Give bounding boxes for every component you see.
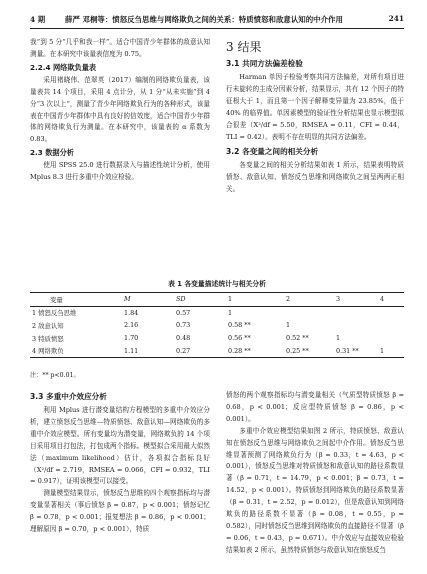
table-row bbox=[30, 306, 404, 319]
right-column-upper bbox=[226, 37, 404, 196]
table-cell bbox=[334, 306, 378, 319]
column-header: 1 bbox=[228, 295, 233, 304]
running-header bbox=[30, 14, 404, 28]
table-cell: 1 bbox=[286, 321, 291, 330]
table-cell: 0.56 ** bbox=[228, 334, 251, 343]
table-cell: 0.25 ** bbox=[286, 346, 309, 355]
table-cell: 0.57 bbox=[176, 308, 191, 317]
section-heading-2-3: 2.3 数据分析 bbox=[30, 148, 74, 158]
table-cell: 2 敌意认知 bbox=[32, 321, 64, 330]
table-cell: 1.84 bbox=[124, 308, 139, 317]
table-header-row bbox=[30, 293, 404, 307]
column-header: 3 bbox=[336, 295, 341, 304]
section-heading-3-1: 3.1 共同方法偏差检验 bbox=[226, 59, 303, 68]
table-cell bbox=[378, 306, 404, 319]
table-cell bbox=[378, 319, 404, 332]
table-cell: 0.27 bbox=[176, 346, 191, 355]
section-heading-2-2-4: 2.2.4 网络欺负量表 bbox=[30, 62, 97, 72]
table-row bbox=[30, 332, 404, 345]
table-cell: 0.58 ** bbox=[228, 321, 251, 330]
table-row bbox=[30, 344, 404, 357]
table-cell bbox=[284, 306, 334, 319]
paragraph-mediation-method: 利用 Mplus 进行潜变量结构方程模型的多重中介效应分析，建立愤怒反刍思维—特质愤怒、敌意认知—网络欺负的多重中介效应模型。所有变量均为潜变量，网络欺负的 14 个项目采用项目打包法，打包成两个指标。模型拟合采用最大似然法（maximum likelihood）估计，各项拟合指标良好（X²/df = 2.719，RMSEA = 0.066，CFI = 0.932，TLI = 0.917），证明该模型可以接受。 bbox=[30, 406, 210, 486]
paragraph-measurement-model: 测量模型结果显示，愤怒反刍思维的四个观察指标均与潜变量显著相关（事后愤怒 β = 0.87，p < 0.001；愤怒记忆 β = 0.78，p < 0.001；报复想法 β = 0.86，p < 0.001；理解原因 β = 0.70，p < 0.001），特质 bbox=[30, 489, 210, 534]
table-cell: 1 bbox=[228, 308, 233, 317]
table-note: 注：** p<0.01。 bbox=[30, 372, 80, 379]
table-cell bbox=[334, 319, 378, 332]
paragraph-scale-reliability: 我”到 5 分“几乎和我一样”。适合中国青少年群体的敌意认知测量。在本研究中该量表信度为 0.75。 bbox=[30, 38, 210, 58]
table-cell bbox=[378, 332, 404, 345]
column-header: 2 bbox=[286, 295, 291, 304]
paragraph-trait-anger-indicators: 愤怒的两个观察指标均与潜变量相关（气质型特质愤怒 β = 0.68，p < 0.001；反应型特质愤怒 β = 0.86，p < 0.001）。 bbox=[226, 391, 404, 423]
running-title: 薛严 邓桐等：愤怒反刍思维与网络欺负之间的关系：特质愤怒和敌意认知的中介作用 bbox=[65, 15, 343, 24]
paragraph-correlation: 各变量之间的相关分析结果如表 1 所示，结果表明特质愤怒、敌意认知、愤怒反刍思维和网络欺负之间呈两两正相关。 bbox=[226, 161, 404, 194]
table-cell: 1.70 bbox=[124, 334, 139, 343]
table-cell: 1.11 bbox=[124, 346, 139, 355]
paragraph-cyberbullying-scale: 采用褚晓伟、范翠英（2017）编制的网络欺负量表，该量表共 14 个项目，采用 4 点计分，从 1 分“从未实施”到 4 分“3 次以上”，测量了青少年网络欺负行为的各种形式，该量表在中国青少年群体中具有良好的信效度，适合中国青少年群体的网络欺负行为测量。在本研究中，该量表的 α 系数为 0.83。 bbox=[30, 75, 210, 144]
table-row bbox=[30, 319, 404, 332]
paragraph-data-analysis: 使用 SPSS 25.0 进行数据录入与描述性统计分析，使用 Mplus 8.3 进行多重中介效应检验。 bbox=[30, 161, 210, 182]
column-header: M bbox=[124, 295, 131, 304]
table-cell: 4 网络欺负 bbox=[32, 347, 64, 356]
section-heading-3-3: 3.3 多重中介效应分析 bbox=[30, 392, 107, 401]
table-cell: 0.73 bbox=[176, 321, 191, 330]
table-cell: 1 愤怒反刍思维 bbox=[32, 309, 77, 318]
section-heading-3-2: 3.2 各变量之间的相关分析 bbox=[226, 147, 319, 157]
page-number: 241 bbox=[388, 14, 404, 23]
stats-table bbox=[30, 292, 404, 358]
table-cell: 0.28 ** bbox=[228, 346, 251, 355]
table-cell: 0.52 ** bbox=[286, 334, 309, 343]
paragraph-mediation-results: 多重中介效应模型结果如图 2 所示，特质愤怒、敌意认知在愤怒反刍思维与网络欺负之间起中介作用。愤怒反刍思维显著预测了网络欺负行为（β = 0.33，t = 4.63，p < 0.001），愤怒反刍思维对特质愤怒和敌意认知的路径系数显著（β = 0.71，t = 14.79，p < 0.001；β = 0.73，t = 14.52，p < 0.001）。特质愤怒到网络欺负的路径系数显著（β = 0.31，t = 2.52，p = 0.012），但是敌意认知到网络欺负的路径系数不显著（β = 0.08，t = 0.55，p = 0.582），同时愤怒反刍思维到网络欺负的直接路径不显著（β = 0.06，t = 0.43，p = 0.671）。中介效应与直接效应检验结果如表 2 所示，虽然特质愤怒与敌意认知在愤怒反刍 bbox=[226, 426, 404, 554]
header-rule bbox=[30, 28, 404, 29]
right-column-lower bbox=[226, 390, 404, 557]
table-cell: 1 bbox=[336, 334, 341, 343]
column-header: 变量 bbox=[50, 295, 63, 304]
section-heading-3: 3 结果 bbox=[226, 40, 262, 54]
table-cell: 0.31 ** bbox=[336, 346, 359, 355]
table-cell: 0.48 bbox=[176, 334, 191, 343]
left-column-upper bbox=[30, 37, 210, 184]
column-header: SD bbox=[176, 295, 186, 304]
left-column-lower bbox=[30, 388, 210, 536]
column-header: 4 bbox=[380, 295, 385, 304]
table-cell: 1 bbox=[380, 346, 385, 355]
paragraph-common-method-bias: Harman 单因子检验考察共同方法偏差，对所有项目进行未旋转的主成分因素分析，结果显示，共有 12 个因子的特征根大于 1，而且第一个因子解释变异量为 23.85%，低于 40% 的临界值。单因素模型的验证性分析结果也显示模型拟合很差（X²/df = 5.50，RMSEA = 0.11，CFI = 0.44，TLI = 0.42）。表明不存在明显的共同方法偏差。 bbox=[226, 73, 404, 141]
issue-number: 4 期 bbox=[30, 15, 46, 24]
table-cell: 3 特质愤怒 bbox=[32, 334, 64, 343]
table-caption: 表 1 各变量描述统计与相关分析 bbox=[168, 280, 266, 288]
table-cell: 2.16 bbox=[124, 321, 139, 330]
